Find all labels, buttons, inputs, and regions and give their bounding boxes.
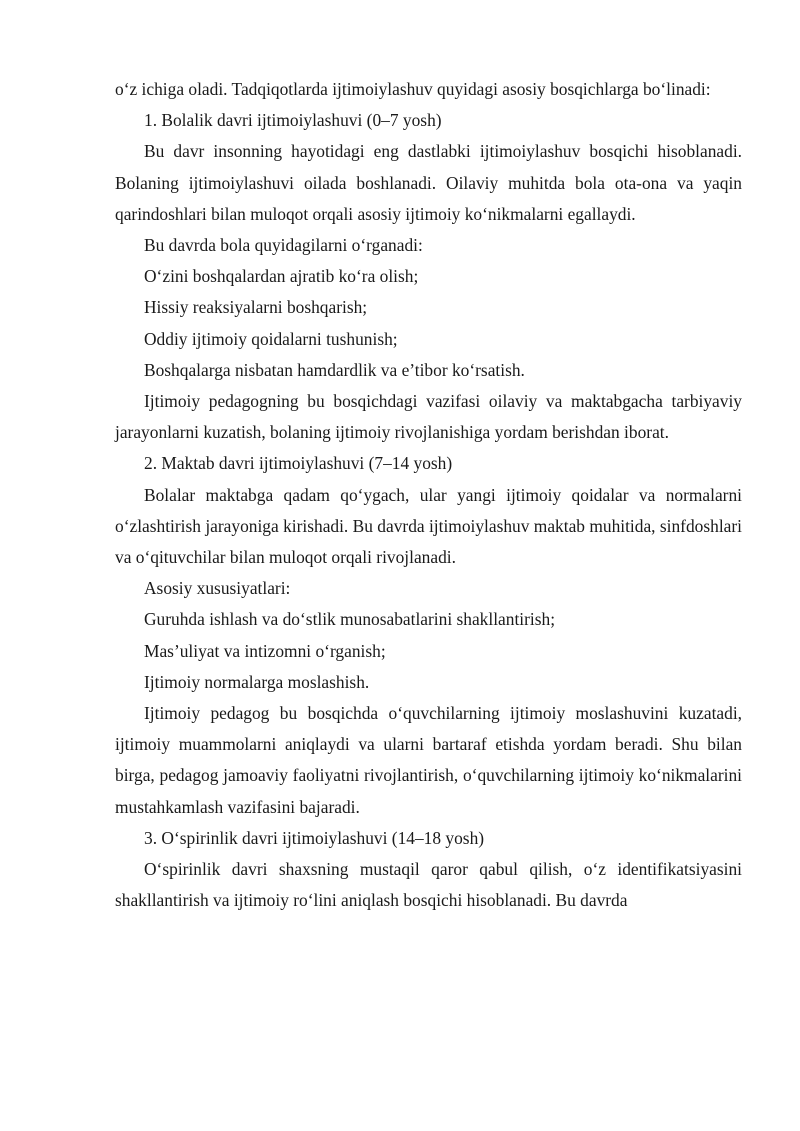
list-item: Mas’uliyat va intizomni o‘rganish; [144,640,386,661]
heading-school-stage: 2. Maktab davri ijtimoiylashuvi (7–14 yosh) [144,453,453,474]
paragraph-adolescence-description: O‘spirinlik davri shaxsning mustaqil qaror qabul qilish, o‘z identifikatsiyasini shakllantirish va ijtimoiy ro‘lini aniqlash bosqichi hisoblanadi. Bu davrda [115,859,742,911]
list-item: Ijtimoiy normalarga moslashish. [144,671,370,692]
paragraph-childhood-pedagog-task: Ijtimoiy pedagogning bu bosqichdagi vazifasi oilaviy va maktabgacha tarbiyaviy jarayonlarni kuzatish, bolaning ijtimoiy rivojlanishiga yordam berishdan iborat. [115,391,742,443]
paragraph-school-features: Asosiy xususiyatlari: [144,578,291,599]
heading-adolescence-stage: 3. O‘spirinlik davri ijtimoiylashuvi (14–18 yosh) [144,827,485,848]
list-item: Hissiy reaksiyalarni boshqarish; [144,297,368,318]
heading-childhood-stage: 1. Bolalik davri ijtimoiylashuvi (0–7 yosh) [144,110,442,131]
list-item: Guruhda ishlash va do‘stlik munosabatlarini shakllantirish; [144,609,556,630]
paragraph-continuation: o‘z ichiga oladi. Tadqiqotlarda ijtimoiylashuv quyidagi asosiy bosqichlarga bo‘linadi: [115,79,711,99]
paragraph-childhood-learns: Bu davrda bola quyidagilarni o‘rganadi: [144,235,423,256]
paragraph-school-pedagog-task: Ijtimoiy pedagog bu bosqichda o‘quvchilarning ijtimoiy moslashuvini kuzatadi, ijtimoiy muammolarni aniqlaydi va ularni bartaraf etishda yordam beradi. Shu bilan birga, pedagog jamoaviy faoliyatni rivojlantirish, o‘quvchilarning ijtimoiy ko‘nikmalarini mustahkamlash vazifasini bajaradi. [115,703,742,817]
paragraph-school-description: Bolalar maktabga qadam qo‘ygach, ular yangi ijtimoiy qoidalar va normalarni o‘zlashtirish jarayoniga kirishadi. Bu davrda ijtimoiylashuv maktab muhitida, sinfdoshlari va o‘qituvchilar bilan muloqot orqali rivojlanadi. [115,484,742,568]
list-item: Boshqalarga nisbatan hamdardlik va e’tibor ko‘rsatish. [144,359,525,380]
list-item: O‘zini boshqalardan ajratib ko‘ra olish; [144,266,419,287]
list-item: Oddiy ijtimoiy qoidalarni tushunish; [144,328,398,349]
paragraph-childhood-description: Bu davr insonning hayotidagi eng dastlabki ijtimoiylashuv bosqichi hisoblanadi. Bolaning ijtimoiylashuvi oilada boshlanadi. Oilaviy muhitda bola ota-ona va yaqin qarindoshlari bilan muloqot orqali asosiy ijtimoiy ko‘nikmalarni egallaydi. [115,141,742,224]
document-body [115,74,742,916]
